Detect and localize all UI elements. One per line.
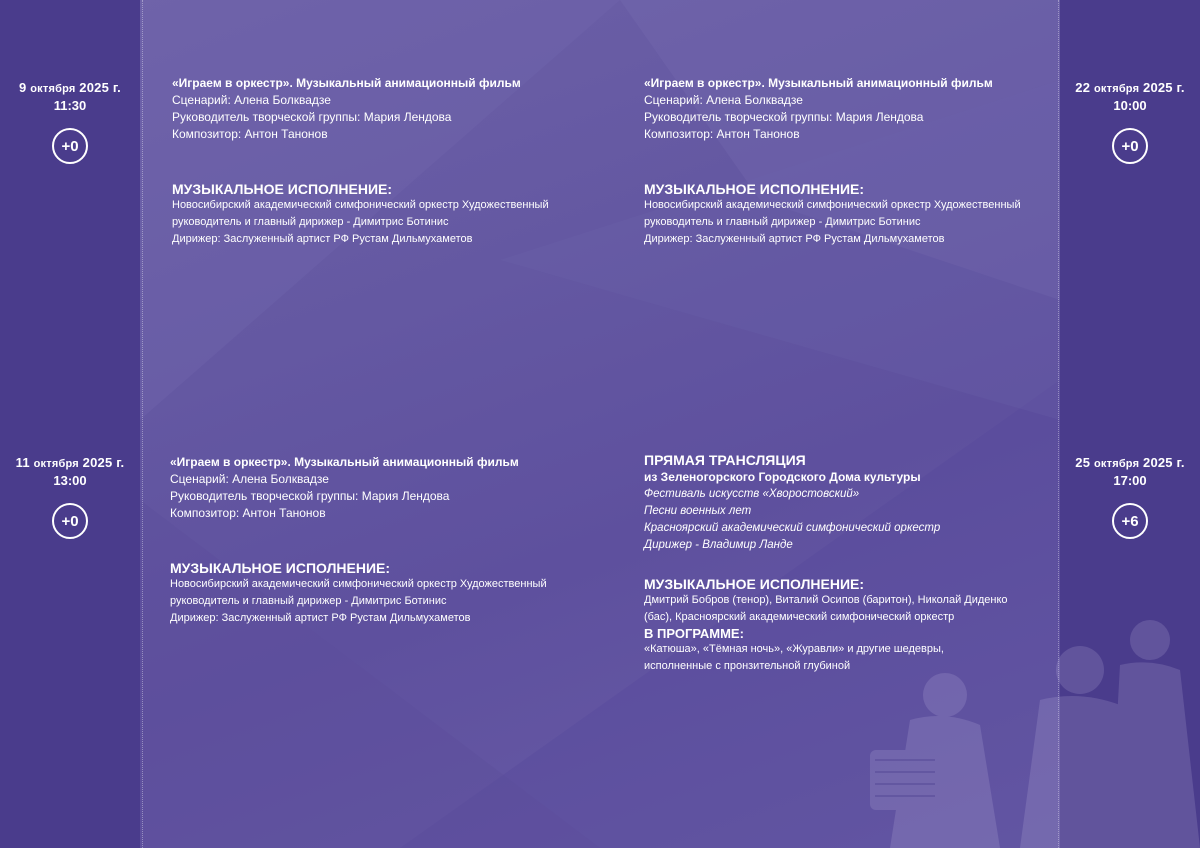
festival-name: Фестиваль искусств «Хворостовский» [644, 488, 860, 500]
program-heading: В ПРОГРАММЕ: [644, 626, 744, 641]
event-3-date [0, 455, 140, 539]
performance-line: Новосибирский академический симфонический оркестр Художественный [170, 578, 547, 590]
program-line: «Катюша», «Тёмная ночь», «Журавли» и другие шедевры, [644, 643, 944, 655]
event-4-age-badge: +6 [1112, 503, 1148, 539]
event-2-info [644, 75, 1044, 248]
film-title: «Играем в оркестр». Музыкальный анимационный фильм [644, 76, 993, 90]
event-1-date [0, 80, 140, 164]
event-4-date [1060, 455, 1200, 539]
lead-credit: Руководитель творческой группы: Мария Лендова [644, 110, 924, 124]
performance-line: Новосибирский академический симфонический оркестр Художественный [172, 199, 549, 211]
program-line: исполненные с пронзительной глубиной [644, 660, 851, 672]
performance-line: Новосибирский академический симфонический оркестр Художественный [644, 199, 1021, 211]
event-2-date-line: 22 октября 2025 г. [1075, 80, 1185, 95]
event-1-info [172, 75, 592, 248]
performance-line: руководитель и главный дирижер - Димитрис Ботинис [644, 216, 921, 228]
performance-heading: МУЗЫКАЛЬНОЕ ИСПОЛНЕНИЕ: [644, 576, 865, 592]
event-1-date-line: 9 октября 2025 г. [19, 80, 121, 95]
event-3-age-badge: +0 [52, 503, 88, 539]
script-credit: Сценарий: Алена Болквадзе [644, 93, 803, 107]
composer-credit: Композитор: Антон Танонов [170, 506, 326, 520]
film-title: «Играем в оркестр». Музыкальный анимационный фильм [170, 455, 519, 469]
left-dotted-divider [142, 0, 143, 848]
conductor-line: Дирижер - Владимир Ланде [644, 539, 793, 551]
event-2-age-badge: +0 [1112, 128, 1148, 164]
performance-line: (бас), Красноярский академический симфонический оркестр [644, 611, 955, 623]
event-2-time: 10:00 [1113, 98, 1147, 113]
event-3-time: 13:00 [53, 473, 87, 488]
broadcast-venue: из Зеленогорского Городского Дома культуры [644, 470, 921, 484]
event-3-date-line: 11 октября 2025 г. [15, 455, 125, 470]
performance-heading: МУЗЫКАЛЬНОЕ ИСПОЛНЕНИЕ: [644, 181, 865, 197]
lead-credit: Руководитель творческой группы: Мария Лендова [172, 110, 452, 124]
event-3-info [170, 454, 590, 627]
lead-credit: Руководитель творческой группы: Мария Лендова [170, 489, 450, 503]
performance-heading: МУЗЫКАЛЬНОЕ ИСПОЛНЕНИЕ: [170, 560, 391, 576]
performance-line: Дирижер: Заслуженный артист РФ Рустам Дильмухаметов [172, 233, 473, 245]
songs-line: Песни военных лет [644, 505, 752, 517]
performance-line: Дирижер: Заслуженный артист РФ Рустам Дильмухаметов [644, 233, 945, 245]
script-credit: Сценарий: Алена Болквадзе [172, 93, 331, 107]
event-1-time: 11:30 [53, 98, 87, 113]
composer-credit: Композитор: Антон Танонов [172, 127, 328, 141]
performance-heading: МУЗЫКАЛЬНОЕ ИСПОЛНЕНИЕ: [172, 181, 393, 197]
event-4-info [644, 452, 1036, 675]
performance-line: Дирижер: Заслуженный артист РФ Рустам Дильмухаметов [170, 612, 471, 624]
event-4-time: 17:00 [1113, 473, 1147, 488]
script-credit: Сценарий: Алена Болквадзе [170, 472, 329, 486]
composer-credit: Композитор: Антон Танонов [644, 127, 800, 141]
performance-line: Дмитрий Бобров (тенор), Виталий Осипов (баритон), Николай Диденко [644, 594, 1008, 606]
performance-line: руководитель и главный дирижер - Димитрис Ботинис [170, 595, 447, 607]
film-title: «Играем в оркестр». Музыкальный анимационный фильм [172, 76, 521, 90]
orchestra-line: Красноярский академический симфонический оркестр [644, 522, 941, 534]
broadcast-title: ПРЯМАЯ ТРАНСЛЯЦИЯ [644, 452, 806, 468]
event-2-date [1060, 80, 1200, 164]
performance-line: руководитель и главный дирижер - Димитрис Ботинис [172, 216, 449, 228]
event-1-age-badge: +0 [52, 128, 88, 164]
event-4-date-line: 25 октября 2025 г. [1075, 455, 1185, 470]
